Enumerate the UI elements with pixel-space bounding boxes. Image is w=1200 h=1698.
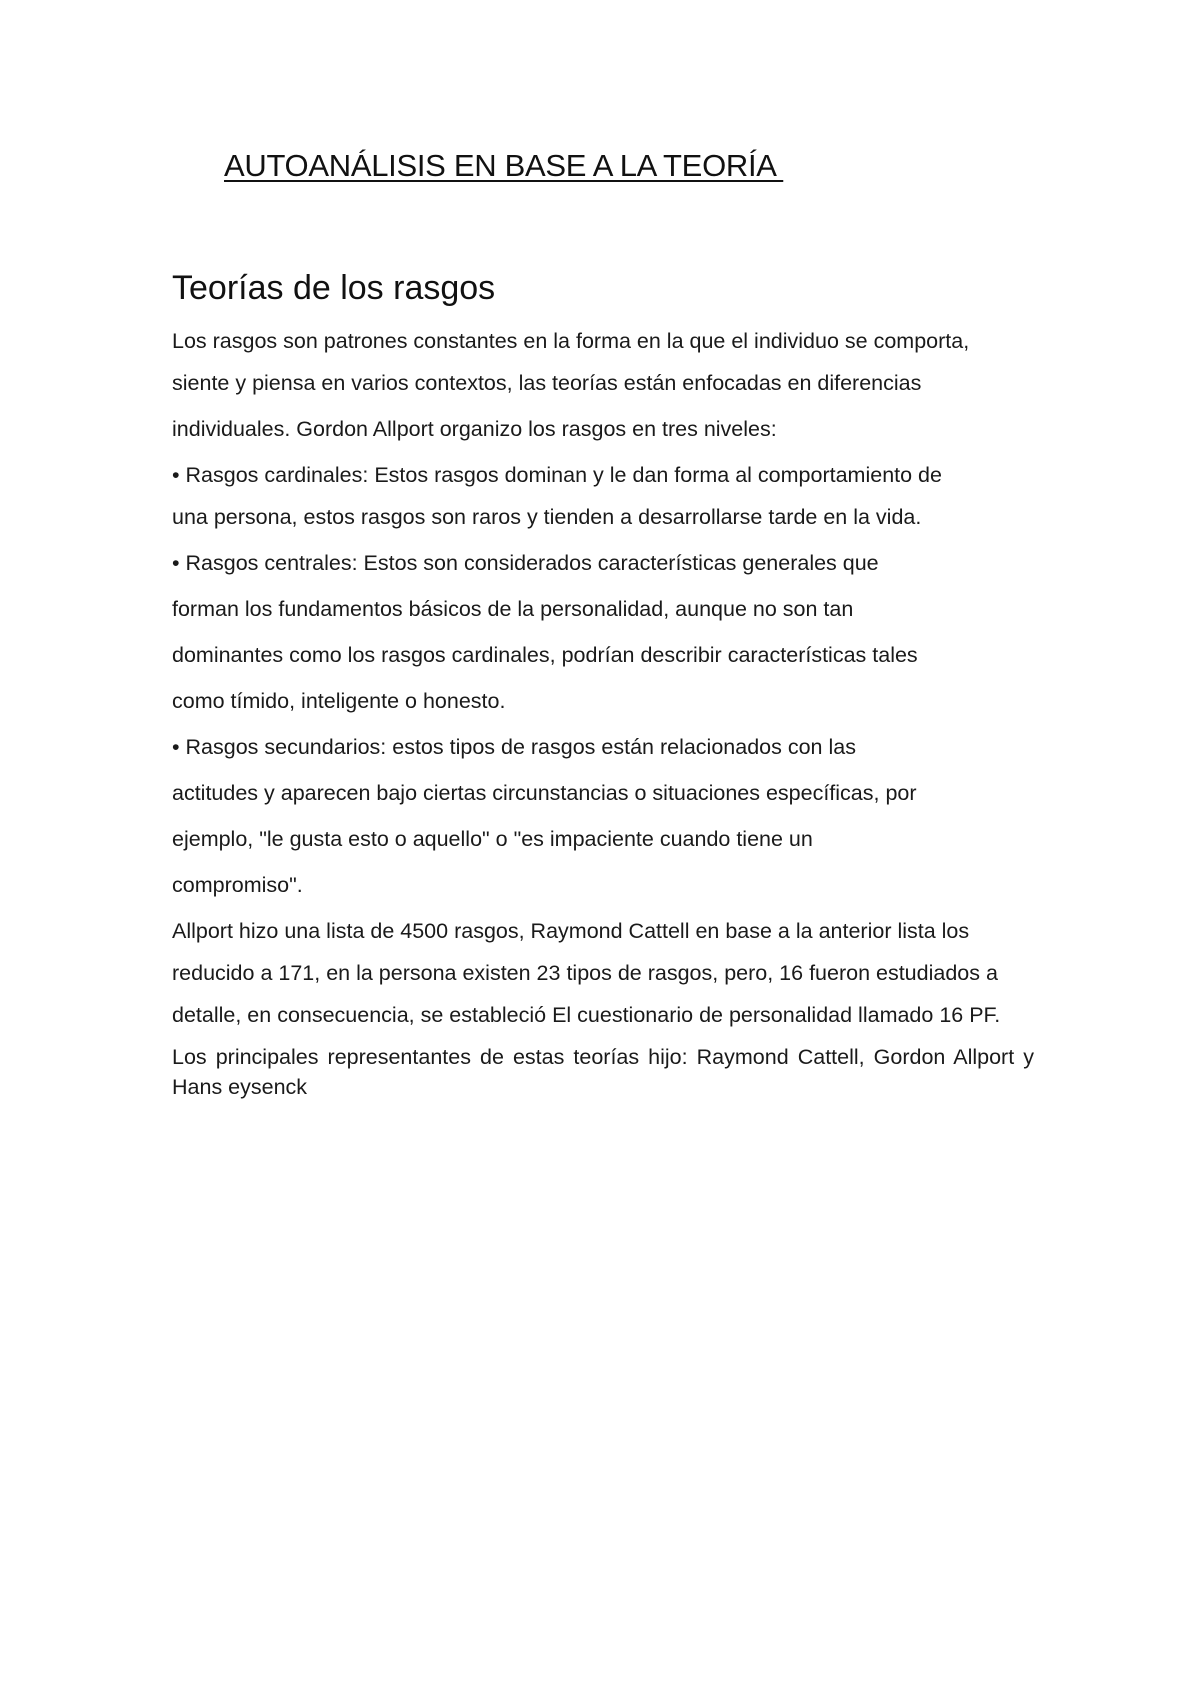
paragraph: Los principales representantes de estas teorías hijo: Raymond Cattell, Gordon Allport y Hans eysenck <box>172 1045 1034 1099</box>
section-heading: Teorías de los rasgos <box>172 269 496 307</box>
paragraph: actitudes y aparecen bajo ciertas circunstancias o situaciones específicas, por <box>172 781 917 805</box>
paragraph: forman los fundamentos básicos de la personalidad, aunque no son tan <box>172 597 854 621</box>
paragraph: compromiso". <box>172 873 303 897</box>
paragraph: individuales. Gordon Allport organizo los rasgos en tres niveles: <box>172 417 777 441</box>
paragraph: ejemplo, "le gusta esto o aquello" o "es impaciente cuando tiene un <box>172 827 813 851</box>
bullet-paragraph: • Rasgos cardinales: Estos rasgos dominan y le dan forma al comportamiento de <box>172 463 942 487</box>
bullet-paragraph: • Rasgos secundarios: estos tipos de rasgos están relacionados con las <box>172 735 856 759</box>
bullet-paragraph: • Rasgos centrales: Estos son considerados características generales que <box>172 551 879 575</box>
document-title: AUTOANÁLISIS EN BASE A LA TEORÍA <box>224 148 784 183</box>
paragraph: detalle, en consecuencia, se estableció El cuestionario de personalidad llamado 16 PF. <box>172 1003 1001 1027</box>
paragraph: siente y piensa en varios contextos, las teorías están enfocadas en diferencias <box>172 371 922 395</box>
paragraph: una persona, estos rasgos son raros y tienden a desarrollarse tarde en la vida. <box>172 505 922 529</box>
paragraph: como tímido, inteligente o honesto. <box>172 689 506 713</box>
document-body <box>172 326 1034 1102</box>
paragraph: Los rasgos son patrones constantes en la forma en la que el individuo se comporta, <box>172 329 970 353</box>
paragraph: dominantes como los rasgos cardinales, podrían describir características tales <box>172 643 918 667</box>
paragraph: reducido a 171, en la persona existen 23 tipos de rasgos, pero, 16 fueron estudiados a <box>172 961 998 985</box>
paragraph: Allport hizo una lista de 4500 rasgos, Raymond Cattell en base a la anterior lista los <box>172 919 970 943</box>
